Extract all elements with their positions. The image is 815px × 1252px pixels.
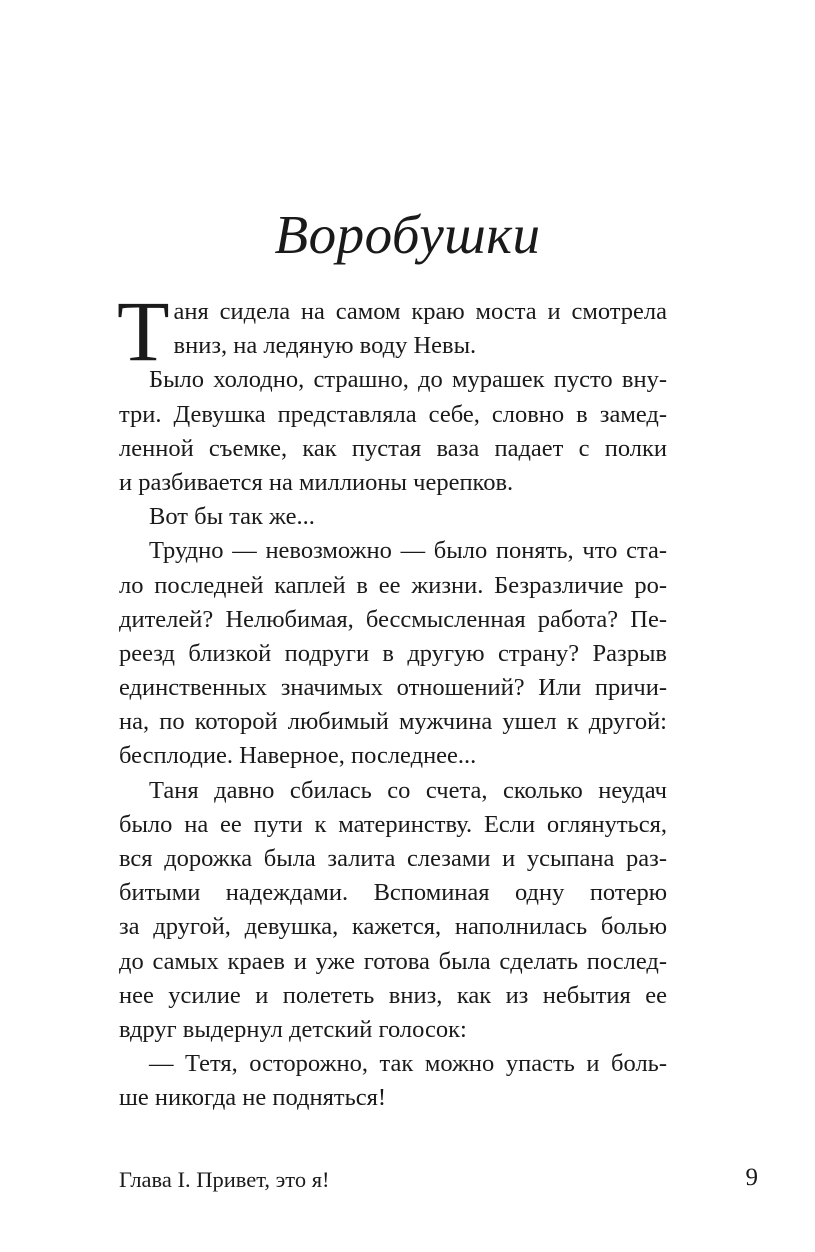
text-line: бесплодие. Наверное, последнее... [119, 742, 477, 770]
text-line: на, по которой любимый мужчина ушел к другой: [119, 708, 667, 736]
drop-cap: Т [117, 283, 170, 379]
text-line: вниз, на ледяную воду Невы. [173, 332, 477, 360]
text-line: вся дорожка была залита слезами и усыпана раз- [119, 845, 667, 872]
text-line: Вот бы так же... [149, 503, 315, 531]
running-head: Глава I. Привет, это я! [119, 1167, 330, 1192]
text-line: — Тетя, осторожно, так можно упасть и боль- [149, 1050, 667, 1078]
page-number: 9 [745, 1164, 758, 1191]
text-line: до самых краев и уже готова была сделать послед- [119, 947, 667, 975]
text-line: вдруг выдернул детский голосок: [119, 1015, 467, 1043]
text-line: было на ее пути к материнству. Если оглянуться, [119, 810, 667, 838]
body-text [117, 283, 667, 1116]
text-line: нее усилие и полететь вниз, как из небытия ее [119, 981, 667, 1009]
text-line: три. Девушка представляла себе, словно в замед- [119, 400, 667, 428]
chapter-title: Воробушки [274, 204, 541, 265]
text-line: аня сидела на самом краю моста и смотрела [173, 298, 667, 325]
text-line: дителей? Нелюбимая, бессмысленная работа? Пе- [119, 605, 667, 633]
text-line: Таня давно сбилась со счета, сколько неудач [149, 776, 667, 804]
text-line: ленной съемке, как пустая ваза падает с полки [119, 434, 667, 462]
text-line: битыми надеждами. Вспоминая одну потерю [119, 879, 667, 907]
text-line: ше никогда не подняться! [119, 1084, 387, 1112]
text-line: и разбивается на миллионы черепков. [119, 468, 514, 496]
text-line: Трудно — невозможно — было понять, что ста- [149, 537, 667, 565]
text-line: реезд близкой подруги в другую страну? Разрыв [119, 639, 667, 667]
text-line: единственных значимых отношений? Или причи- [119, 674, 667, 702]
text-line: за другой, девушка, кажется, наполнилась болью [119, 913, 667, 941]
text-line: ло последней каплей в ее жизни. Безразличие ро- [119, 571, 667, 599]
text-line: Было холодно, страшно, до мурашек пусто вну- [149, 366, 667, 394]
